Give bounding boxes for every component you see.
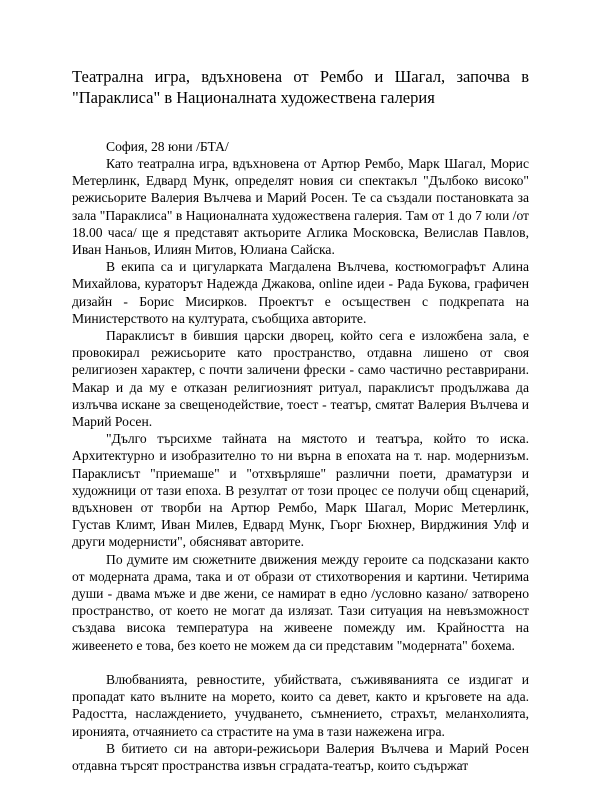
article-paragraph: Като театрална игра, вдъхновена от Артюр Рембо, Марк Шагал, Морис Метерлинк, Едвард Мунк, определят новия си спектакъл "Дълбоко високо" режисьорите Валерия Вълчева и Марий Росен. Те са създали постановката за зала "Параклиса" в Националната художествена галерия. Там от 1 до 7 юли /от 18.00 часа/ ще я представят актьорите Аглика Московска, Велислав Павлов, Иван Наньов, Илиян Митов, Юлиана Сайска. bbox=[72, 156, 529, 258]
article-paragraph: "Дълго търсихме тайната на мястото и театъра, който то иска. Архитектурно и изобразително то ни върна в епохата на т. нар. модернизъм. Параклисът "приемаше" и "отхвърляше" различни поети, драматурзи и художници от тази епоха. В резултат от този процес се получи общ сценарий, вдъхновен от творби на Артюр Рембо, Марк Шагал, Морис Метерлинк, Густав Климт, Иван Милев, Едвард Мунк, Гьорг Бюхнер, Вирджиния Улф и други модернисти", обясняват авторите. bbox=[72, 431, 529, 550]
article-paragraph: По думите им сюжетните движения между героите са подсказани както от модерната драма, така и от образи от стихотворения и картини. Четирима души - двама мъже и две жени, се намират в едно /условно казано/ затворено пространство, от което не могат да излязат. Тази ситуация на невъзможност създава висока температура на живеене помежду им. Крайността на живеенето е това, без което не можем да си представим "модерната" бохема. bbox=[72, 551, 529, 653]
article-paragraph: Параклисът в бившия царски дворец, който сега е изложбена зала, е провокирал режисьорите като пространство, отдавна лишено от своя религиозен характер, с почти заличени фрески - само частично реставрирани. Макар и да му е отказан религиозният ритуал, параклисът продължава да излъчва искане за свещенодействие, тоест - театър, смятат Валерия Вълчева и Марий Росен. bbox=[72, 328, 529, 430]
article-page bbox=[72, 66, 529, 774]
article-dateline: София, 28 юни /БТА/ bbox=[106, 139, 229, 154]
article-paragraph: В битието си на автори-режисьори Валерия Вълчева и Марий Росен отдавна търсят пространства извън сградата-театър, които съдържат bbox=[72, 740, 529, 773]
article-paragraph: Влюбванията, ревностите, убийствата, съживяванията се издигат и пропадат като вълните на морето, които са девет, както и кръговете на ада. Радостта, наслаждението, учудването, съмнението, страхът, меланхолията, иронията, отчаянието са страстите на ума в тази нажежена игра. bbox=[72, 671, 529, 739]
article-paragraph: В екипа са и цигуларката Магдалена Вълчева, костюмографът Алина Михайлова, кураторът Надежда Джакова, online идеи - Рада Букова, графичен дизайн - Борис Мисирков. Проектът е осъществен с подкрепата на Министерството на културата, съобщиха авторите. bbox=[72, 259, 529, 326]
article-title: Театрална игра, вдъхновена от Рембо и Шагал, започва в "Параклиса" в Националната художествена галерия bbox=[72, 67, 529, 107]
